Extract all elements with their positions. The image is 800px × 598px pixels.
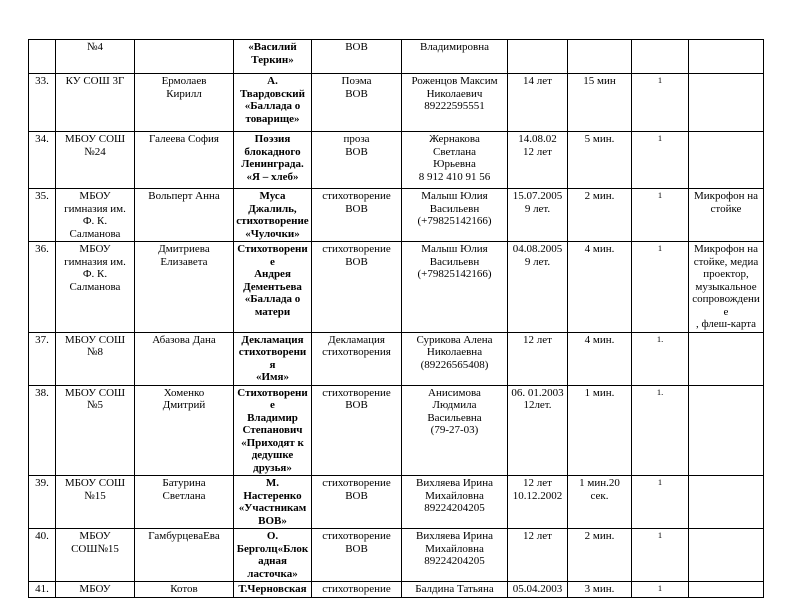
cell-line: Васильевн [429,202,480,215]
table-cell [312,332,402,385]
table-cell [312,189,402,242]
table-cell: Котов [135,582,234,598]
cell-line: 9 лет. [524,255,551,268]
table-cell: 2 мин. [568,189,632,242]
cell-line: Вихляева Ирина [416,477,493,489]
table-cell [312,529,402,582]
cell-line: О. [266,530,279,542]
cell-line: «Баллада о [244,100,301,112]
cell-line: музыкальное [695,280,757,293]
cell-line: Ермолаев [161,75,207,87]
table-cell: 14 лет [508,74,568,132]
cell-line: Дмитриева [158,243,210,255]
cell-line: 04.08.2005 [512,243,563,255]
table-cell [402,74,508,132]
cell-line: «Участникам [238,502,307,514]
cell-line: ВОВ [345,489,368,502]
cell-line: Берголц«Блок [236,542,309,555]
table-cell [135,242,234,333]
cell-line: стихотворение [322,530,391,542]
cell-line: стихотворение [322,190,391,202]
table-cell: 2 мин. [568,529,632,582]
table-row [29,385,764,476]
table-cell: ВОВ [312,40,402,74]
cell-line: 10.12.2002 [512,489,563,502]
cell-line: 12 лет [523,477,552,489]
cell-line: «Баллада о [244,293,301,305]
table-cell [135,74,234,132]
table-cell [568,476,632,529]
cell-line: проектор, [703,268,749,280]
cell-line: Дмитрий [162,399,206,411]
participants-table [28,39,764,598]
cell-line: Владимир [247,411,298,424]
table-cell [689,529,764,582]
table-row [29,529,764,582]
table-cell [234,242,312,333]
table-cell [234,189,312,242]
cell-line: ВОВ [345,202,368,215]
table-cell [402,476,508,529]
cell-line: Салманова [69,280,121,293]
cell-line: №24 [84,145,106,158]
table-cell [135,385,234,476]
table-cell: Балдина Татьяна [402,582,508,598]
table-cell [568,40,632,74]
table-row [29,74,764,132]
cell-line: ВОВ» [258,514,287,527]
table-cell: 1 [632,582,689,598]
cell-line: сопровождение [692,293,760,318]
table-cell: 1 [632,189,689,242]
table-cell [234,476,312,529]
cell-line: Юрьевна [433,158,476,170]
table-cell [234,385,312,476]
cell-line: ВОВ [345,399,368,411]
cell-line: Ленинграда. [241,158,304,170]
cell-line: Муса Джалиль, [248,190,297,215]
cell-line: сек. [590,489,609,502]
table-cell: 36. [29,242,56,333]
table-row [29,189,764,242]
cell-line: МБОУ СОШ [64,133,126,145]
table-cell [689,582,764,598]
table-cell [56,189,135,242]
cell-line: ВОВ [345,87,368,100]
table-row [29,332,764,385]
cell-line: дедушке [251,449,294,461]
table-cell [689,74,764,132]
table-row [29,476,764,529]
table-cell [234,132,312,189]
cell-line: Микрофон на [693,243,759,255]
table-cell: МБОУ [56,582,135,598]
cell-line: стихотворение [322,386,391,399]
table-body [29,40,764,598]
table-cell: 5 мин. [568,132,632,189]
table-cell [508,132,568,189]
cell-line: 1 мин.20 [579,477,620,489]
cell-line: Батурина [162,477,206,489]
cell-line: Ф. К. Салманова [69,215,121,240]
cell-line: Дементьева [243,280,302,293]
table-cell [689,242,764,333]
cell-line: ВОВ [345,255,368,268]
cell-line: стихотворения [238,346,307,371]
table-cell [56,476,135,529]
cell-line: Роженцов Максим [411,75,498,87]
cell-line: адная [258,555,287,567]
table-cell [508,189,568,242]
table-cell [689,332,764,385]
cell-line: 12 лет [523,145,552,158]
table-cell [402,242,508,333]
cell-line: 12лет. [523,399,552,411]
cell-line: Андрея [254,268,291,280]
cell-line: ВОВ [345,542,368,555]
cell-line: 8 912 410 91 56 [418,170,491,183]
table-row [29,132,764,189]
cell-line: «Имя» [256,371,289,383]
cell-line: проза [343,133,370,145]
cell-line: МБОУ СОШ [64,386,126,399]
cell-line: Кирилл [166,87,202,100]
cell-line: МБОУ СОШ [64,477,126,489]
cell-line: 89224204205 [424,502,485,514]
cell-line: №5 [87,399,103,411]
table-cell: Галеева София [135,132,234,189]
cell-line: №8 [87,346,103,358]
cell-line: ласточка» [247,567,298,580]
cell-line: МБОУ СОШ [64,333,126,346]
table-cell [689,132,764,189]
cell-line: Людмила [432,399,477,411]
cell-line: Светлана [162,489,206,502]
cell-line: Хоменко [163,386,205,399]
cell-line: Стихотворение [237,243,308,268]
cell-line: Николаевна [426,346,483,358]
table-cell: 38. [29,385,56,476]
table-cell: 12 лет [508,332,568,385]
table-cell [689,189,764,242]
table-cell: 4 мин. [568,242,632,333]
table-cell: 12 лет [508,529,568,582]
cell-line: ВОВ [345,145,368,158]
cell-line: Поэма [341,75,372,87]
cell-line: Микрофон на [693,190,759,202]
cell-line: Светлана [432,145,477,158]
table-cell: 40. [29,529,56,582]
table-cell [56,132,135,189]
table-cell: стихотворение [312,582,402,598]
table-cell [56,385,135,476]
cell-line: Елизавета [160,255,208,268]
table-cell: 33. [29,74,56,132]
table-cell [402,385,508,476]
table-cell: 1 мин. [568,385,632,476]
table-cell: 05.04.2003 [508,582,568,598]
table-cell: 1 [632,132,689,189]
table-cell: 1 [632,74,689,132]
cell-line: Николаевич [426,87,483,100]
cell-line: Стихотворение [237,386,308,411]
table-cell: 15 мин [568,74,632,132]
table-cell [234,40,312,74]
cell-line: Ф. К. [82,268,108,280]
cell-line: товарище» [245,112,300,125]
table-cell: Владимировна [402,40,508,74]
table-cell [234,332,312,385]
cell-line: 15.07.2005 [512,190,563,202]
cell-line: (79-27-03) [430,424,479,436]
cell-line: Васильевн [429,255,480,268]
cell-line: стихотворение [322,243,391,255]
table-cell: 1 [632,476,689,529]
cell-line: №15 [84,489,106,502]
table-cell [508,40,568,74]
cell-line: гимназия им. [64,255,126,268]
table-cell [689,40,764,74]
cell-line: 9 лет. [524,202,551,215]
table-cell: КУ СОШ 3Г [56,74,135,132]
table-cell: 34. [29,132,56,189]
table-cell: 39. [29,476,56,529]
table-cell [29,40,56,74]
cell-line: (+79825142166) [417,268,492,280]
cell-line: матери [254,305,291,318]
table-cell: 1 [632,242,689,333]
table-cell [508,476,568,529]
cell-line: друзья» [253,461,292,474]
table-cell [56,242,135,333]
cell-line: «Приходят к [241,436,304,449]
cell-line: М. Настеренко [243,477,302,502]
table-cell [56,529,135,582]
table-cell: 3 мин. [568,582,632,598]
cell-line: «Я – хлеб» [246,170,299,183]
cell-line: (+79825142166) [417,215,492,227]
table-cell [312,476,402,529]
table-cell [56,332,135,385]
table-cell: Т.Черновская [234,582,312,598]
table-cell [508,242,568,333]
table-cell [402,189,508,242]
cell-line: Степанович [242,424,303,436]
cell-line: стойке, медиа [693,255,759,268]
cell-line: Сурикова Алена [416,333,493,346]
cell-line: МБОУ [79,243,111,255]
cell-line: «Чулочки» [245,227,300,240]
table-cell [632,40,689,74]
cell-line: Анисимова [428,386,481,399]
cell-line: стихотворение [322,477,391,489]
table-cell: 35. [29,189,56,242]
table-cell: Вольперт Анна [135,189,234,242]
cell-line: СОШ№15 [71,542,119,555]
table-cell: 1 [632,529,689,582]
cell-line: Михайловна [425,489,484,502]
cell-line: 89222595551 [424,100,485,112]
cell-line: А. Твардовский [240,75,305,100]
cell-line: стихотворение [236,215,309,227]
table-cell [312,74,402,132]
cell-line: , флеш-карта [695,318,757,330]
cell-line: Малыш Юлия [421,190,488,202]
cell-line: гимназия им. [64,202,126,215]
table-cell [135,40,234,74]
table-cell: 1. [632,332,689,385]
table-cell [508,385,568,476]
cell-line: Жернакова [429,133,480,145]
cell-line: «Василий [248,41,297,53]
cell-line: Теркин» [251,53,294,66]
cell-line: стойке [710,202,742,215]
cell-line: Михайловна [425,542,484,555]
cell-line: Поэзия [254,133,291,145]
cell-line: МБОУ [79,530,111,542]
table-cell: 1. [632,385,689,476]
table-cell: №4 [56,40,135,74]
cell-line: блокадного [244,145,301,158]
table-cell [135,476,234,529]
table-cell: 4 мин. [568,332,632,385]
cell-line: (89226565408) [420,358,489,371]
cell-line: Васильевна [427,411,482,424]
cell-line: Малыш Юлия [421,243,488,255]
table-cell [689,476,764,529]
table-cell [402,332,508,385]
cell-line: МБОУ [79,190,111,202]
table-cell [312,132,402,189]
cell-line: 89224204205 [424,555,485,567]
table-cell [402,529,508,582]
table-cell [234,74,312,132]
table-cell: 37. [29,332,56,385]
table-cell: ГамбурцеваЕва [135,529,234,582]
cell-line: Декламация [328,333,385,346]
table-cell [402,132,508,189]
table-cell [689,385,764,476]
table-cell [312,385,402,476]
cell-line: стихотворения [322,346,391,358]
cell-line: Вихляева Ирина [416,530,493,542]
table-cell [234,529,312,582]
table-cell: 41. [29,582,56,598]
table-row [29,582,764,598]
table-row [29,40,764,74]
cell-line: Декламация [241,333,304,346]
table-cell: Абазова Дана [135,332,234,385]
cell-line: 14.08.02 [518,133,557,145]
table-row [29,242,764,333]
cell-line: 06. 01.2003 [511,386,564,399]
table-cell [312,242,402,333]
